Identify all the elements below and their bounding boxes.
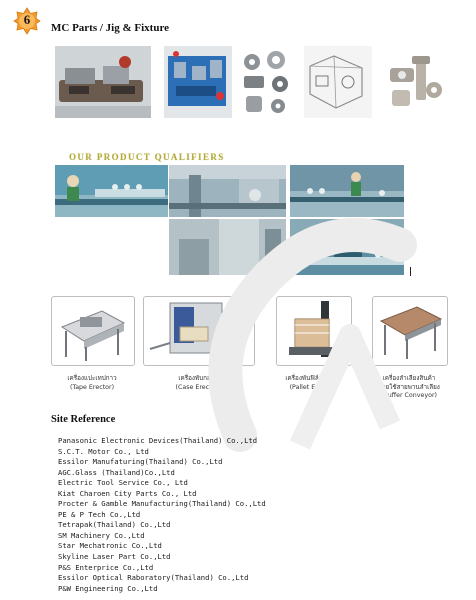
list-item: Tetrapak(Thailand) Co.,Ltd <box>58 520 171 530</box>
case-erector-caption <box>158 375 238 392</box>
list-item: S.C.T. Motor Co., Ltd <box>58 446 149 456</box>
list-item: AGC.Glass (Thailand)Co.,Ltd <box>58 467 175 477</box>
machined-parts-photo <box>238 46 296 118</box>
machine-label-th: เครื่องลำเลียงสินค้า โดยใช้สายพานลำเลียง <box>378 375 440 391</box>
list-item: Essilor Optical Raboratory(Thailand) Co.,Ltd <box>58 573 249 583</box>
factory-photo-3 <box>290 165 404 217</box>
list-item: P&W Engineering Co.,Ltd <box>58 583 158 593</box>
buffer-conveyor-image <box>372 296 448 366</box>
machine-label-en: (Buffer Conveyor) <box>380 392 438 399</box>
factory-photo-4 <box>169 219 286 275</box>
list-item: Procter & Gamble Manufacturing(Thailand) Co.,Ltd <box>58 499 266 509</box>
page-title: MC Parts / Jig & Fixture <box>51 22 170 34</box>
buffer-conveyor-caption <box>364 375 454 401</box>
factory-photo-2 <box>169 165 286 217</box>
tape-erector-caption <box>52 375 132 392</box>
list-item: Star Mechatronic Co.,Ltd <box>58 541 162 551</box>
page-number: 6 <box>23 12 31 27</box>
machine-label-th: เครื่องพับกล่อง <box>178 375 218 382</box>
site-reference-list <box>58 436 266 594</box>
machine-label-en: (Case Erector) <box>175 383 221 391</box>
pallet-erector-image <box>276 296 352 366</box>
machine-label-en: (Pallet Erector) <box>289 383 337 391</box>
jig-fixture-photo-1 <box>55 46 151 118</box>
machine-label-th: เครื่องพันฟิล์มพาเลท <box>285 375 341 382</box>
list-item: Kiat Charoen City Parts Co., Ltd <box>58 488 197 498</box>
factory-photo-1 <box>55 165 168 217</box>
list-item: Essilor Manufaturing(Thailand) Co.,Ltd <box>58 457 223 467</box>
list-item: Skyline Laser Part Co.,Ltd <box>58 552 171 562</box>
machine-label-th: เครื่องแปะเทปกาว <box>67 375 117 382</box>
product-qualifiers-label: OUR PRODUCT QUALIFIERS <box>69 152 225 162</box>
machine-label-en: (Tape Erector) <box>69 383 115 391</box>
list-item: P&S Enterprice Co.,Ltd <box>58 562 154 572</box>
site-reference-heading: Site Reference <box>51 414 116 425</box>
list-item: Panasonic Electronic Devices(Thailand) Co.,Ltd <box>58 436 258 445</box>
technical-sketch-photo <box>304 46 372 118</box>
pallet-erector-caption <box>270 375 356 392</box>
list-item: SM Machinery Co.,Ltd <box>58 530 145 540</box>
case-erector-image <box>143 296 255 366</box>
jig-fixture-photo-2 <box>164 46 232 118</box>
text-cursor <box>410 267 411 276</box>
list-item: PE & P Tech Co.,Ltd <box>58 509 141 519</box>
bolts-and-nuts-photo <box>382 46 450 118</box>
tape-erector-image <box>51 296 135 366</box>
factory-photo-5 <box>290 219 404 275</box>
list-item: Electric Tool Service Co., Ltd <box>58 478 188 488</box>
